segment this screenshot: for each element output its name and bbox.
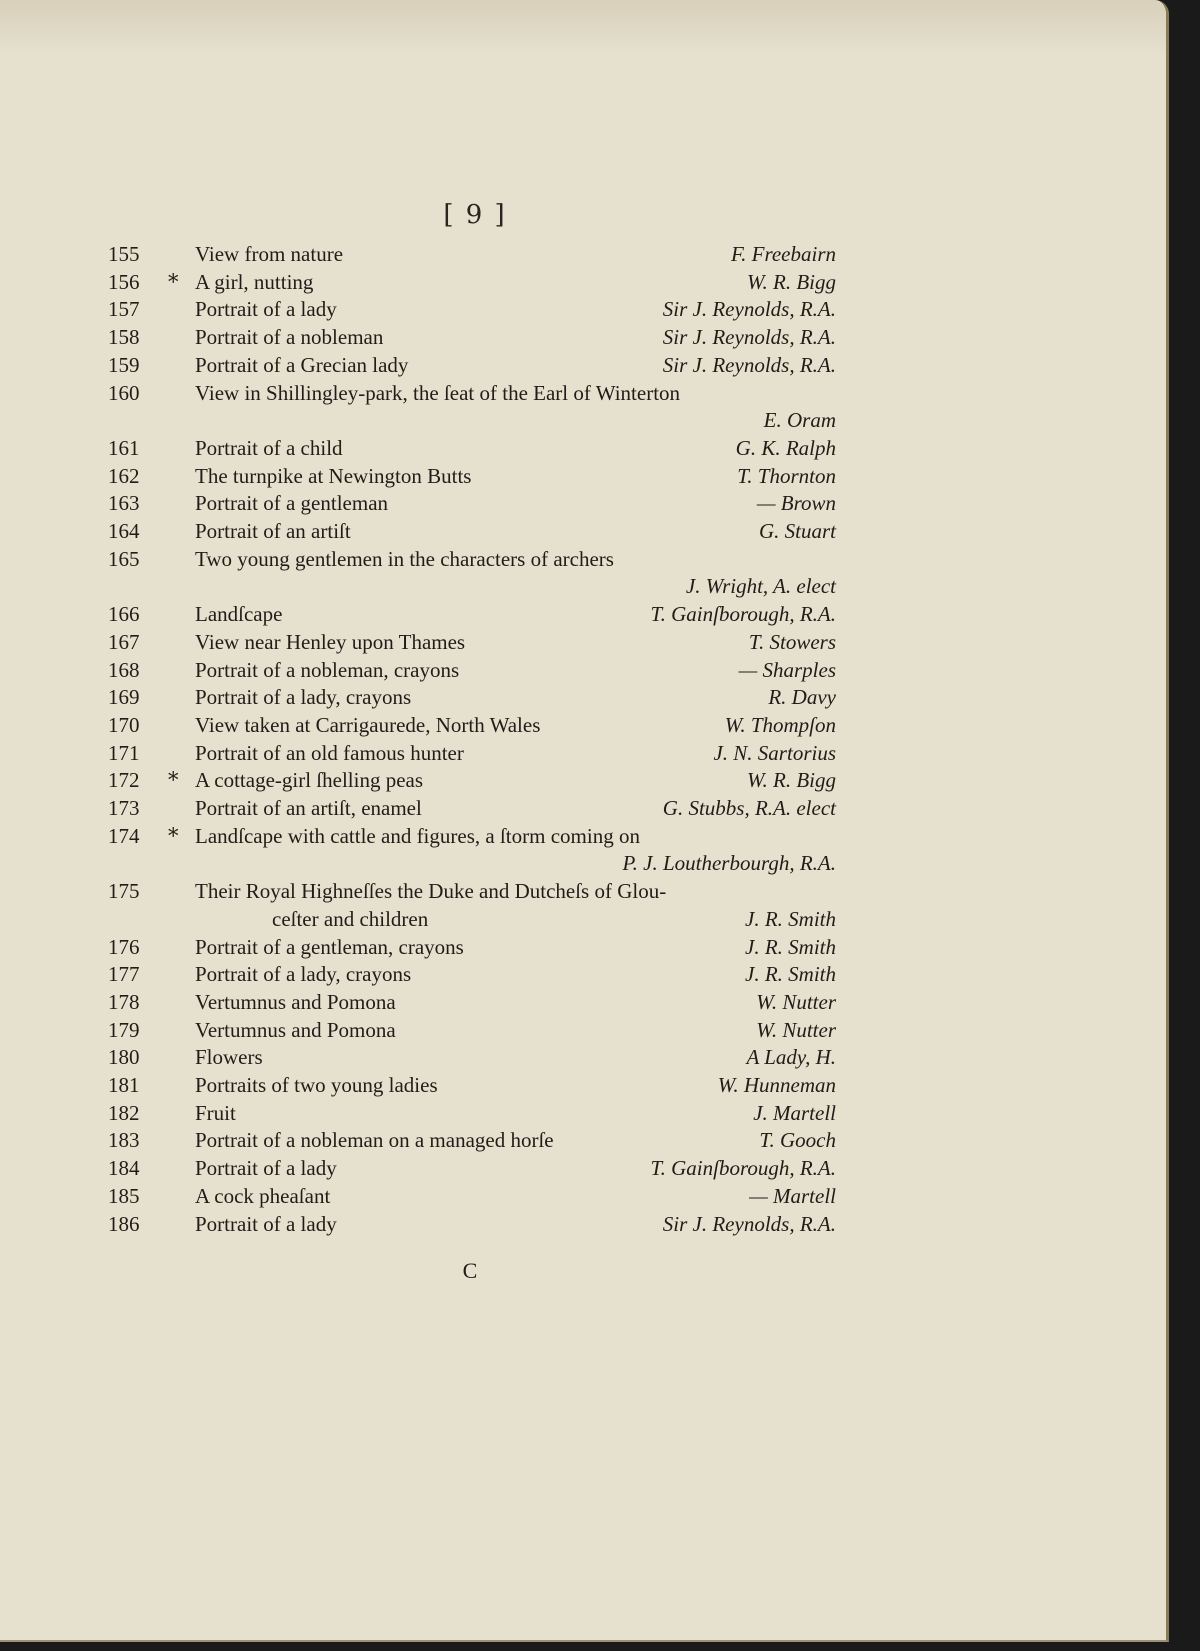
entry-title: Landſcape with cattle and figures, a ſtorm coming on xyxy=(195,824,640,848)
entry-number: 166 xyxy=(108,602,140,626)
entry-artist: E. Oram xyxy=(763,408,836,432)
entry-number: 175 xyxy=(108,879,140,903)
entry-title: Portrait of an old famous hunter xyxy=(195,741,464,765)
entry-title: Portrait of a child xyxy=(195,436,343,460)
entry-number: 169 xyxy=(108,685,140,709)
entry-number: 186 xyxy=(108,1212,140,1236)
catalogue-entry xyxy=(0,1099,1166,1127)
entry-title: View in Shillingley-park, the ſeat of the Earl of Winterton xyxy=(195,381,681,405)
entry-number: 161 xyxy=(108,436,140,460)
entry-title: Landſcape xyxy=(195,602,283,626)
entry-title: Portraits of two young ladies xyxy=(195,1073,438,1097)
entry-artist: G. Stuart xyxy=(758,519,836,543)
entry-artist: — Brown xyxy=(756,491,836,515)
catalogue-entry xyxy=(0,766,1166,794)
entry-artist: J. R. Smith xyxy=(745,962,836,986)
entry-number: 171 xyxy=(108,741,140,765)
catalogue-entry xyxy=(0,295,1166,323)
catalogue-entry xyxy=(0,462,1166,490)
entry-artist: T. Gainſborough, R.A. xyxy=(650,602,836,626)
entry-title: Portrait of a nobleman on a managed horſe xyxy=(195,1128,554,1152)
catalogue-entry xyxy=(0,406,1166,434)
entry-title: Two young gentlemen in the characters of archers xyxy=(195,547,614,571)
catalogue-entry xyxy=(0,1182,1166,1210)
catalogue-entry xyxy=(0,960,1166,988)
entry-number: 165 xyxy=(108,547,140,571)
entry-artist: Sir J. Reynolds, R.A. xyxy=(662,325,836,349)
entry-artist: G. Stubbs, R.A. elect xyxy=(662,796,836,820)
entry-asterisk: * xyxy=(168,824,179,848)
entry-number: 157 xyxy=(108,297,140,321)
entry-number: 177 xyxy=(108,962,140,986)
catalogue-entry xyxy=(0,1043,1166,1071)
entry-artist: T. Gooch xyxy=(759,1128,836,1152)
entry-asterisk: * xyxy=(168,768,179,792)
entry-title: Portrait of a gentleman xyxy=(195,491,389,515)
entry-artist: R. Davy xyxy=(768,685,836,709)
catalogue-entry xyxy=(0,489,1166,517)
entry-number: 183 xyxy=(108,1128,140,1152)
entry-title: Portrait of a lady, crayons xyxy=(195,962,412,986)
catalogue-entry xyxy=(0,323,1166,351)
entry-artist: J. R. Smith xyxy=(745,935,836,959)
entry-artist: T. Stowers xyxy=(748,630,836,654)
entry-title: Portrait of a lady xyxy=(195,1156,337,1180)
page-number: [ 9 ] xyxy=(443,200,507,230)
entry-artist: J. Wright, A. elect xyxy=(685,574,836,598)
entry-title: View from nature xyxy=(195,242,344,266)
catalogue-entry xyxy=(0,822,1166,850)
entry-number: 173 xyxy=(108,796,140,820)
catalogue-entry xyxy=(0,988,1166,1016)
entry-title: A cock pheaſant xyxy=(195,1184,331,1208)
catalogue-entry xyxy=(0,656,1166,684)
entry-number: 168 xyxy=(108,658,140,682)
entry-title: A girl, nutting xyxy=(195,270,314,294)
catalogue-entry xyxy=(0,739,1166,767)
catalogue-entry xyxy=(0,517,1166,545)
entry-number: 182 xyxy=(108,1101,140,1125)
entry-title: The turnpike at Newington Butts xyxy=(195,464,472,488)
signature-mark: C xyxy=(462,1258,478,1283)
catalogue-entry xyxy=(0,600,1166,628)
entry-artist: W. Thompſon xyxy=(724,713,836,737)
catalogue-entry xyxy=(0,434,1166,462)
entry-number: 172 xyxy=(108,768,140,792)
entry-artist: T. Thornton xyxy=(737,464,836,488)
entry-title: Their Royal Highneſſes the Duke and Dutcheſs of Glou- xyxy=(195,879,667,903)
catalogue-entry xyxy=(0,1071,1166,1099)
entry-number: 162 xyxy=(108,464,140,488)
catalogue-entry xyxy=(0,711,1166,739)
entry-title: Vertumnus and Pomona xyxy=(195,990,396,1014)
entry-title: Portrait of a nobleman xyxy=(195,325,384,349)
entry-artist: W. R. Bigg xyxy=(746,270,836,294)
entry-title: Portrait of an artiſt, enamel xyxy=(195,796,422,820)
entry-artist: T. Gainſborough, R.A. xyxy=(650,1156,836,1180)
entry-title: Vertumnus and Pomona xyxy=(195,1018,396,1042)
entry-title: Portrait of a nobleman, crayons xyxy=(195,658,460,682)
entry-number: 164 xyxy=(108,519,140,543)
entry-title: ceſter and children xyxy=(272,907,429,931)
entry-number: 158 xyxy=(108,325,140,349)
entry-artist: Sir J. Reynolds, R.A. xyxy=(662,1212,836,1236)
catalogue-entry xyxy=(0,794,1166,822)
catalogue-entry xyxy=(0,849,1166,877)
catalogue-entry xyxy=(0,933,1166,961)
entry-title: Portrait of an artiſt xyxy=(195,519,351,543)
entry-number: 178 xyxy=(108,990,140,1014)
entry-artist: F. Freebairn xyxy=(731,242,836,266)
catalogue-entry xyxy=(0,1154,1166,1182)
catalogue-entry xyxy=(0,240,1166,268)
entry-number: 163 xyxy=(108,491,140,515)
entry-title: Portrait of a lady xyxy=(195,297,337,321)
entry-number: 155 xyxy=(108,242,140,266)
entry-title: Portrait of a lady, crayons xyxy=(195,685,412,709)
entry-artist: W. Hunneman xyxy=(717,1073,836,1097)
entry-artist: W. Nutter xyxy=(756,1018,836,1042)
catalogue-entry xyxy=(0,1126,1166,1154)
entry-number: 179 xyxy=(108,1018,140,1042)
entry-number: 181 xyxy=(108,1073,140,1097)
catalogue-entry xyxy=(0,1210,1166,1238)
entry-number: 160 xyxy=(108,381,140,405)
entry-title: Portrait of a Grecian lady xyxy=(195,353,409,377)
entry-artist: G. K. Ralph xyxy=(735,436,836,460)
catalogue-entry xyxy=(0,572,1166,600)
entry-artist: — Martell xyxy=(749,1184,836,1208)
entry-number: 184 xyxy=(108,1156,140,1180)
entry-number: 159 xyxy=(108,353,140,377)
catalogue-entry xyxy=(0,379,1166,407)
entry-artist: W. Nutter xyxy=(756,990,836,1014)
entry-title: Portrait of a gentleman, crayons xyxy=(195,935,464,959)
entry-title: Fruit xyxy=(195,1101,236,1125)
entry-artist: P. J. Loutherbourgh, R.A. xyxy=(622,851,836,875)
catalogue-entry xyxy=(0,1016,1166,1044)
entry-artist: Sir J. Reynolds, R.A. xyxy=(662,297,836,321)
entry-number: 174 xyxy=(108,824,140,848)
entry-number: 180 xyxy=(108,1045,140,1069)
entry-title: Portrait of a lady xyxy=(195,1212,337,1236)
catalogue-entry xyxy=(0,268,1166,296)
entry-artist: A Lady, H. xyxy=(746,1045,836,1069)
entry-artist: J. Martell xyxy=(753,1101,836,1125)
entry-number: 176 xyxy=(108,935,140,959)
entry-title: A cottage-girl ſhelling peas xyxy=(195,768,424,792)
catalogue-entry xyxy=(0,905,1166,933)
catalogue-entry xyxy=(0,877,1166,905)
catalogue-entry xyxy=(0,683,1166,711)
entry-title: View near Henley upon Thames xyxy=(195,630,466,654)
entry-artist: J. N. Sartorius xyxy=(713,741,836,765)
entry-number: 167 xyxy=(108,630,140,654)
catalogue-entry xyxy=(0,628,1166,656)
entry-number: 185 xyxy=(108,1184,140,1208)
entry-number: 170 xyxy=(108,713,140,737)
entry-artist: W. R. Bigg xyxy=(746,768,836,792)
entry-title: View taken at Carrigaurede, North Wales xyxy=(195,713,541,737)
entry-title: Flowers xyxy=(195,1045,263,1069)
entry-artist: — Sharples xyxy=(738,658,836,682)
entry-asterisk: * xyxy=(168,270,179,294)
catalogue-entry xyxy=(0,545,1166,573)
catalogue-entry xyxy=(0,351,1166,379)
entry-artist: Sir J. Reynolds, R.A. xyxy=(662,353,836,377)
entry-number: 156 xyxy=(108,270,140,294)
entry-artist: J. R. Smith xyxy=(745,907,836,931)
